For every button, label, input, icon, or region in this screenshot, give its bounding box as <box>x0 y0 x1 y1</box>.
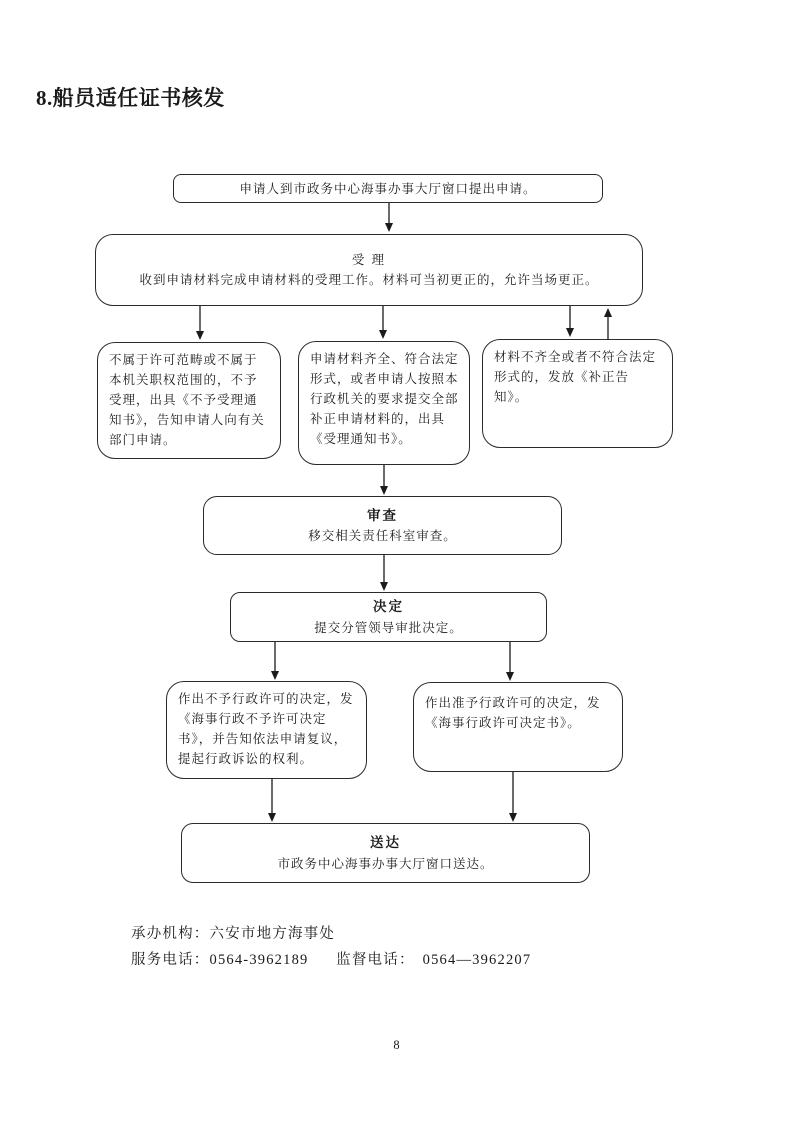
flow-box-supplement <box>482 339 673 448</box>
service-phone-label: 服务电话： <box>131 952 210 969</box>
arrow-accept-to-supplement <box>566 306 574 337</box>
page-title: 8.船员适任证书核发 <box>36 86 225 110</box>
flow-box-grant <box>413 682 623 772</box>
arrow-decision-to-grant <box>506 642 514 681</box>
decision-title: 决定 <box>373 599 404 615</box>
agency-label: 承办机构： <box>131 926 210 942</box>
supervision-phone-value: 0564—3962207 <box>422 952 532 969</box>
decision-text: 提交分管领导审批决定。 <box>314 620 463 635</box>
accept-text: 收到申请材料完成申请材料的受理工作。材料可当初更正的，允许当场更正。 <box>139 273 599 287</box>
accepted-text: 申请材料齐全、符合法定形式，或者申请人按照本行政机关的要求提交全部补正申请材料的，出具《受理通知书》。 <box>310 352 459 446</box>
arrow-apply-to-accept <box>385 203 393 232</box>
supervision-phone-label: 监督电话： <box>336 952 415 969</box>
flow-box-accept <box>95 234 643 306</box>
deny-text: 作出不予行政许可的决定，发《海事行政不予许可决定书》，并告知依法申请复议，提起行政诉讼的权利。 <box>178 692 354 766</box>
arrow-supplement-to-accept <box>604 308 612 339</box>
supplement-text: 材料不齐全或者不符合法定形式的，发放《补正告知》。 <box>494 350 657 404</box>
agency-line <box>131 921 531 947</box>
accept-title: 受 理 <box>351 253 387 267</box>
agency-value: 六安市地方海事处 <box>209 926 336 942</box>
flow-box-deny <box>166 681 367 779</box>
flow-box-review <box>203 496 562 555</box>
flow-box-deliver <box>181 823 590 883</box>
flow-box-decision <box>230 592 547 642</box>
footer-contact-info <box>131 921 531 973</box>
arrow-decision-to-deny <box>271 642 279 680</box>
page-number: 8 <box>393 1038 400 1052</box>
phone-line <box>131 947 531 973</box>
arrow-accepted-to-review <box>380 465 388 495</box>
arrow-accept-to-not-accepted <box>196 306 204 340</box>
flow-box-not-accepted <box>97 342 281 459</box>
flow-box-accepted <box>298 341 470 465</box>
service-phone-value: 0564-3962189 <box>209 952 309 969</box>
arrow-grant-to-deliver <box>509 772 517 822</box>
grant-text: 作出准予行政许可的决定，发《海事行政许可决定书》。 <box>425 696 601 730</box>
flow-box-apply <box>173 174 603 203</box>
deliver-title: 送达 <box>370 835 401 851</box>
not-accepted-text: 不属于许可范畴或不属于本机关职权范围的，不予受理，出具《不予受理通知书》，告知申请人向有关部门申请。 <box>109 353 265 447</box>
apply-text: 申请人到市政务中心海事办事大厅窗口提出申请。 <box>239 181 537 196</box>
review-text: 移交相关责任科室审查。 <box>308 529 457 544</box>
arrow-review-to-decision <box>380 555 388 591</box>
arrow-accept-to-accepted <box>379 306 387 339</box>
deliver-text: 市政务中心海事办事大厅窗口送达。 <box>277 856 494 871</box>
review-title: 审查 <box>367 507 398 523</box>
arrow-deny-to-deliver <box>268 779 276 822</box>
